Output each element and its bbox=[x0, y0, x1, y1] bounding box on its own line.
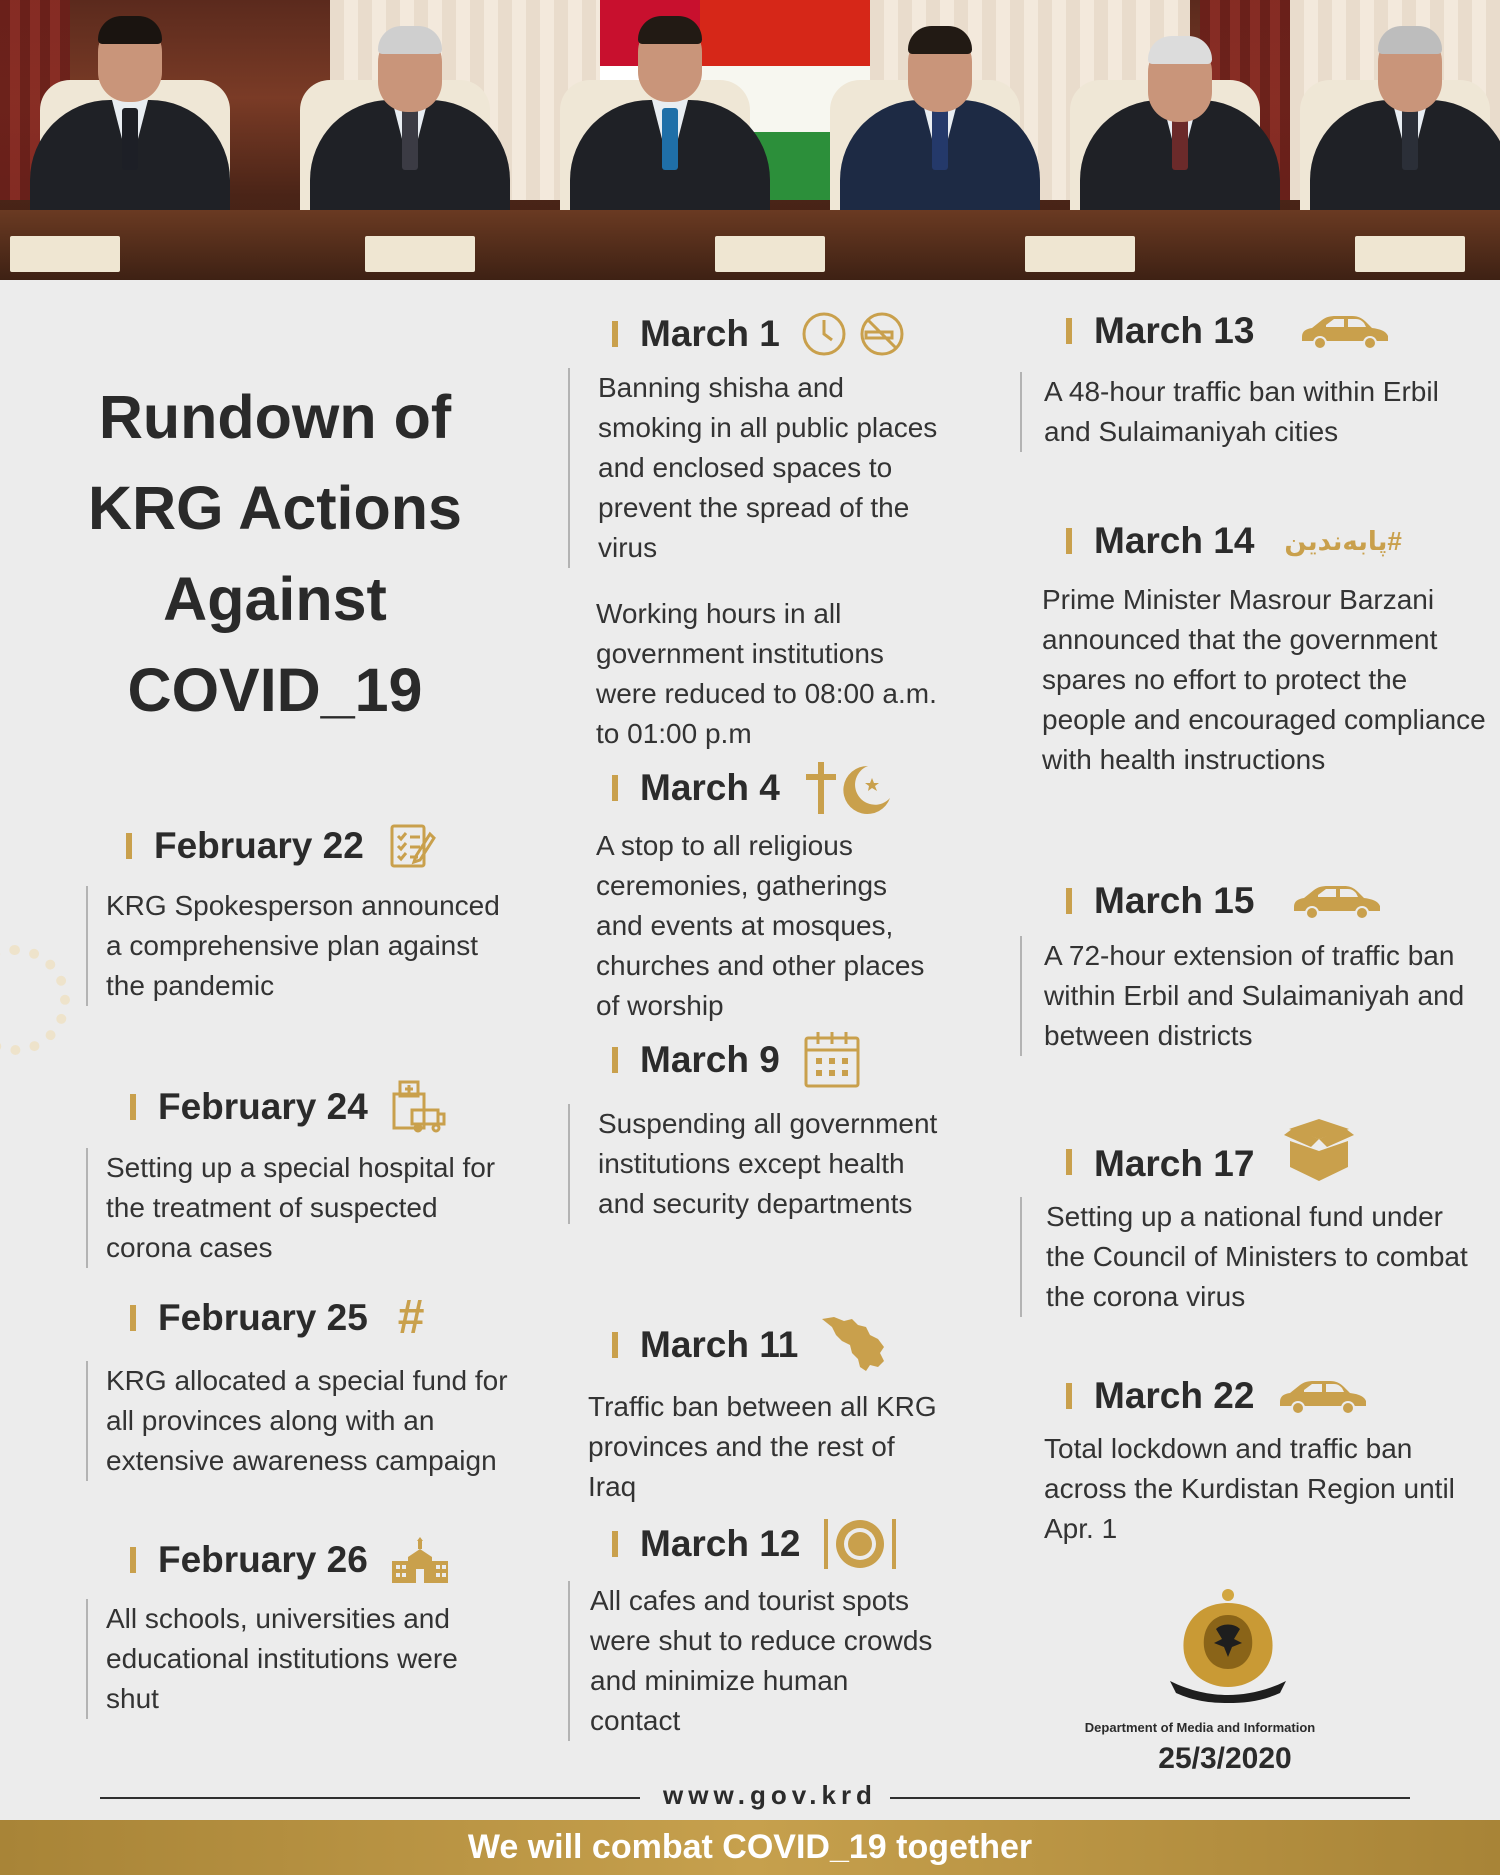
entry-date: March 17 bbox=[1094, 1143, 1255, 1184]
entry-date: March 13 bbox=[1094, 310, 1255, 351]
school-icon bbox=[390, 1535, 450, 1585]
entry-text: Banning shisha and smoking in all public places and enclosed spaces to prevent the spread of the virus bbox=[598, 372, 938, 563]
title-line: KRG Actions bbox=[88, 474, 462, 542]
checklist-icon bbox=[386, 820, 438, 872]
entry-date: February 26 bbox=[158, 1539, 368, 1580]
entry-date: March 4 bbox=[640, 767, 780, 808]
timeline-entry-february-24 bbox=[106, 1080, 510, 1268]
title-line: COVID_19 bbox=[127, 656, 423, 724]
title-line: Against bbox=[163, 565, 387, 633]
entry-text: A 48-hour traffic ban within Erbil and Sulaimaniyah cities bbox=[1044, 376, 1439, 447]
timeline-entry-march-9 bbox=[598, 1030, 952, 1224]
hashtag-text: #پابەندین bbox=[1284, 525, 1402, 556]
timeline-entry-february-22 bbox=[106, 820, 506, 1006]
timeline-entry-march-12 bbox=[590, 1515, 952, 1741]
entry-text: All cafes and tourist spots were shut to reduce crowds and minimize human contact bbox=[590, 1585, 933, 1736]
entry-date: March 12 bbox=[640, 1523, 801, 1564]
timeline-entry-march-1 bbox=[596, 310, 952, 754]
car-icon bbox=[1290, 881, 1384, 921]
entry-date: March 11 bbox=[640, 1324, 799, 1365]
clock-no-smoking-icon bbox=[802, 310, 906, 358]
entry-date: March 15 bbox=[1094, 880, 1255, 921]
timeline-entry-march-13 bbox=[1044, 310, 1486, 452]
entry-text: Prime Minister Masrour Barzani announced that the government spares no effort to protect the people and encouraged compliance with health instructions bbox=[1042, 584, 1486, 775]
car-icon bbox=[1298, 311, 1392, 351]
publication-date: 25/3/2020 bbox=[1158, 1742, 1292, 1775]
hashtag-icon: # bbox=[397, 1291, 425, 1344]
footer-divider-left bbox=[100, 1797, 640, 1799]
page-title bbox=[40, 372, 510, 736]
entry-text: Traffic ban between all KRG provinces and the rest of Iraq bbox=[588, 1391, 937, 1502]
entry-text: A 72-hour extension of traffic ban within Erbil and Sulaimaniyah and between districts bbox=[1044, 940, 1465, 1051]
timeline-entry-march-11 bbox=[588, 1315, 952, 1507]
entry-text: All schools, universities and educational institutions were shut bbox=[106, 1603, 458, 1714]
timeline-entry-march-22 bbox=[1044, 1375, 1486, 1549]
website-label: www.gov.krd bbox=[663, 1780, 877, 1810]
entry-text: Suspending all government institutions except health and security departments bbox=[598, 1108, 938, 1219]
slogan-banner: We will combat COVID_19 together bbox=[0, 1820, 1500, 1875]
department-name: Department of Media and Information bbox=[1084, 1720, 1316, 1735]
entry-text: Working hours in all government institutions were reduced to 08:00 a.m. to 01:00 p.m bbox=[596, 598, 937, 749]
timeline-entry-february-25 bbox=[106, 1290, 510, 1481]
entry-date: March 9 bbox=[640, 1039, 780, 1080]
open-box-icon bbox=[1282, 1115, 1356, 1185]
hospital-ambulance-icon bbox=[390, 1080, 448, 1134]
plate-cutlery-icon bbox=[822, 1515, 898, 1573]
title-line: Rundown of bbox=[98, 383, 452, 451]
entry-text: A stop to all religious ceremonies, gatherings and events at mosques, churches and other places of worship bbox=[596, 830, 925, 1021]
entry-date: February 24 bbox=[158, 1086, 368, 1127]
entry-date: February 22 bbox=[154, 825, 364, 866]
timeline-entry-february-26 bbox=[106, 1535, 510, 1719]
car-icon bbox=[1276, 1376, 1370, 1416]
entry-text: KRG Spokesperson announced a comprehensive plan against the pandemic bbox=[106, 890, 500, 1001]
entry-date: March 1 bbox=[640, 313, 780, 354]
entry-date: March 22 bbox=[1094, 1375, 1255, 1416]
entry-date: February 25 bbox=[158, 1296, 368, 1338]
krg-emblem-logo bbox=[1158, 1585, 1298, 1705]
entry-text: Setting up a national fund under the Council of Ministers to combat the corona virus bbox=[1046, 1201, 1468, 1312]
header-photo bbox=[0, 0, 1500, 280]
timeline-entry-march-15 bbox=[1044, 880, 1486, 1056]
calendar-icon bbox=[802, 1030, 862, 1090]
virus-decoration-icon bbox=[0, 945, 70, 1055]
entry-text: KRG allocated a special fund for all provinces along with an extensive awareness campaign bbox=[106, 1365, 508, 1476]
entry-text: Setting up a special hospital for the treatment of suspected corona cases bbox=[106, 1152, 496, 1263]
timeline-entry-march-17 bbox=[1046, 1115, 1486, 1317]
timeline-entry-march-14 bbox=[1042, 520, 1486, 780]
cross-crescent-icon bbox=[802, 760, 894, 816]
entry-text: Total lockdown and traffic ban across the Kurdistan Region until Apr. 1 bbox=[1044, 1433, 1455, 1544]
entry-date: March 14 bbox=[1094, 520, 1255, 561]
timeline-entry-march-4 bbox=[596, 760, 952, 1026]
kurdistan-map-icon bbox=[820, 1315, 890, 1375]
footer-divider-right bbox=[890, 1797, 1410, 1799]
